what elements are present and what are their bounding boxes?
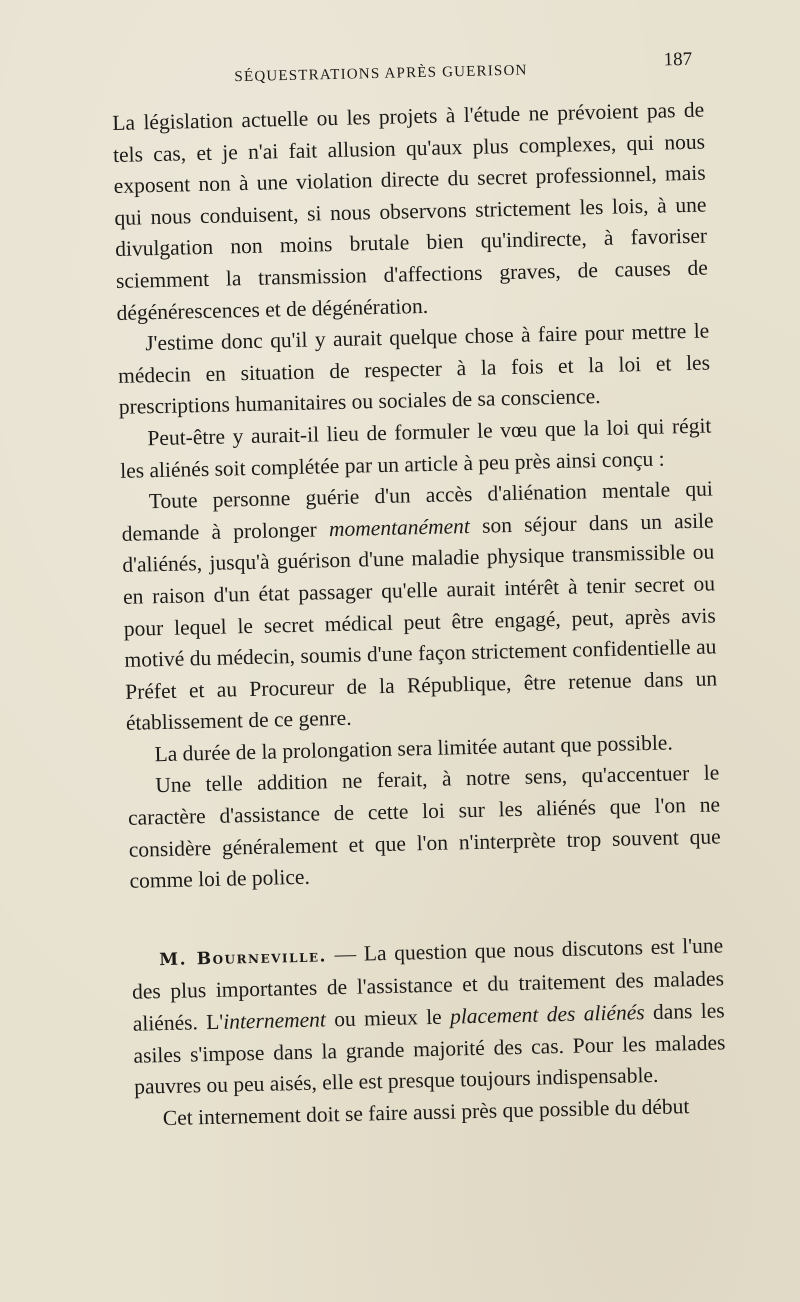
paragraph-4-emphasis: momentanément	[328, 513, 471, 541]
body-text	[112, 95, 727, 1136]
paragraph-7-bourneville	[131, 930, 726, 1103]
paragraph-7-text-a: — La question que nous discutons est l'une des plus importantes de l'assistance et du traitement des malades aliénés. L'	[131, 933, 725, 1036]
paragraph-4-text-a: Toute personne guérie d'un accès d'aliénation mentale qui demande à prolonger	[121, 476, 714, 546]
paragraph-5: La durée de la prolongation sera limitée autant que possible.	[154, 730, 673, 767]
running-title: SÉQUESTRATIONS APRÈS GUERISON	[234, 62, 528, 86]
paragraph-2: J'estime donc qu'il y aurait quelque chose à faire pour mettre le médecin en situation de respecter à la fois et la loi et les prescriptions humanitaires ou sociales de sa conscience.	[117, 318, 711, 420]
page-number: 187	[663, 48, 693, 71]
paragraph-7-emphasis-2: placement des aliénés	[449, 1000, 645, 1029]
paragraph-7-text-c: dans les asiles s'impose dans la grande majorité des cas. Pour les malades pauvres ou peu aisés, elle est presque toujours indispensable.	[133, 998, 726, 1099]
paragraph-3: Peut-être y aurait-il lieu de formuler le vœu que la loi qui régit les aliénés soit complétée par un article à peu près ainsi conçu :	[119, 413, 712, 483]
paragraph-7-emphasis-1: internement	[222, 1007, 327, 1034]
paragraph-1: La législation actuelle ou les projets à l'étude ne prévoient pas de tels cas, et je n'ai fait allusion qu'aux plus complexes, qui nous exposent non à une violation directe du secret professionnel, mais qui nous conduisent, si nous observons strictement les lois, à une divulgation non moins brutale bien qu'indirecte, à favoriser sciemment la transmission d'affections graves, de causes de dégénérescences et de dégénération.	[112, 97, 709, 325]
paragraph-6: Une telle addition ne ferait, à notre sens, qu'accentuer le caractère d'assistance de cette loi sur les aliénés que l'on ne considère généralement et que l'on n'interprète trop souvent que comme loi de police.	[127, 760, 721, 894]
speaker-name: M. Bourneville.	[159, 946, 328, 970]
paragraph-4-text-b: son séjour dans un asile d'aliénés, jusqu'à guérison d'une maladie physique transmissible ou en raison d'un état passager qu'elle aurait intérêt à tenir secret ou pour lequel le secret médical peut être engagé, peut, après avis motivé du médecin, soumis d'une façon strictement confidentielle au Préfet et au Procureur de la République, être retenue dans un établissement de ce genre.	[122, 508, 718, 736]
paragraph-8: Cet internement doit se faire aussi près que possible du début	[162, 1093, 690, 1130]
paragraph-4-proposed-article	[121, 474, 719, 740]
paragraph-7-text-b: ou mieux le	[325, 1004, 451, 1032]
page-header	[110, 45, 697, 98]
